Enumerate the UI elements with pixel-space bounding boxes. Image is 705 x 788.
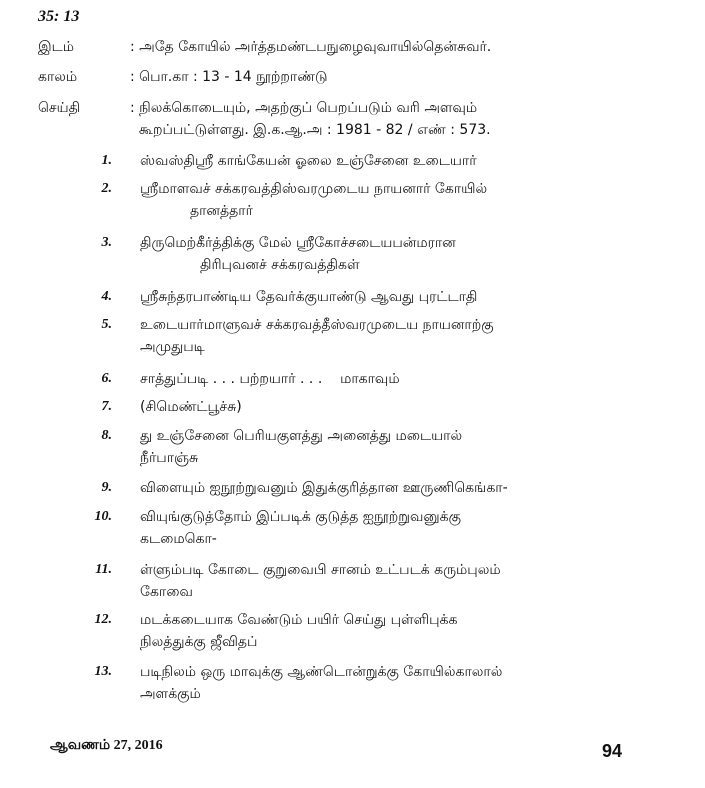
line-number: 4. bbox=[101, 289, 112, 304]
inscription-line bbox=[0, 150, 640, 172]
meta-period-label: காலம் bbox=[38, 69, 78, 85]
inscription-line bbox=[0, 506, 640, 550]
line-text-row: (சிமெண்ட்பூச்சு) bbox=[140, 399, 242, 415]
line-text-row: மடக்கடையாக வேண்டும் பயிர் செய்து புள்ளிபுக்க bbox=[140, 612, 458, 628]
line-text-row: ஸ்ரீமாளவச் சக்கரவத்திஸ்வரமுடைய நாயனார் கோயில் bbox=[140, 181, 488, 197]
line-text bbox=[140, 661, 640, 705]
line-text-row: அளக்கும் bbox=[140, 686, 201, 702]
line-number: 10. bbox=[94, 509, 112, 524]
line-number: 6. bbox=[101, 371, 112, 386]
inscription-line bbox=[0, 232, 640, 276]
line-number: 13. bbox=[94, 664, 112, 679]
line-number: 5. bbox=[101, 317, 112, 332]
line-text-row: சாத்துப்படி . . . பற்றயார் . . . மாகாவும் bbox=[140, 371, 400, 387]
line-text-row: ஸ்ரீசுந்தரபாண்டிய தேவர்க்குயாண்டு ஆவது புரட்டாதி bbox=[140, 289, 478, 305]
line-number: 11. bbox=[95, 562, 112, 577]
line-text-row: கடமைகொ- bbox=[140, 531, 217, 547]
inscription-line bbox=[0, 477, 640, 499]
meta-period-value bbox=[130, 66, 650, 88]
line-number: 8. bbox=[101, 428, 112, 443]
line-text bbox=[140, 609, 640, 653]
line-text bbox=[140, 286, 640, 308]
inscription-line bbox=[0, 396, 640, 418]
meta-news-label: செய்தி bbox=[38, 100, 81, 116]
line-text bbox=[140, 425, 640, 469]
line-text bbox=[140, 150, 640, 172]
line-number: 9. bbox=[101, 480, 112, 495]
line-text-row: ஸ்வஸ்திஸ்ரீ காங்கேயன் ஓலை உஞ்சேனை உடையார் bbox=[140, 153, 477, 169]
line-text bbox=[140, 178, 640, 222]
line-text-row: உடையார்மாளுவச் சக்கரவத்தீஸ்வரமுடைய நாயனாற்கு bbox=[140, 317, 494, 333]
meta-place-value-line: : அதே கோயில் அர்த்தமண்டபநுழைவுவாயில்தென்சுவர். bbox=[130, 39, 492, 55]
line-number: 12. bbox=[94, 612, 112, 627]
line-text bbox=[140, 396, 640, 418]
inscription-line bbox=[0, 314, 640, 358]
line-text-row: நிலத்துக்கு ஜீவிதப் bbox=[140, 634, 258, 650]
inscription-line bbox=[0, 559, 640, 603]
meta-place-value bbox=[130, 36, 650, 58]
line-text-row: கோவை bbox=[140, 584, 193, 600]
line-text-row: ள்ளும்படி கோடை குறுவைபி சானம் உட்படக் கரும்புலம் bbox=[140, 562, 501, 578]
meta-period-value-line: : பொ.கா : 13 - 14 நூற்றாண்டு bbox=[130, 69, 328, 85]
inscription-line bbox=[0, 661, 640, 705]
inscription-number: 35: 13 bbox=[38, 8, 80, 25]
inscription-line bbox=[0, 425, 640, 469]
line-text-row: படிநிலம் ஒரு மாவுக்கு ஆண்டொன்றுக்கு கோயில்காலால் bbox=[140, 664, 503, 680]
inscription-line bbox=[0, 368, 640, 390]
line-number: 2. bbox=[101, 181, 112, 196]
line-number: 1. bbox=[101, 153, 112, 168]
line-text bbox=[140, 506, 640, 550]
line-text bbox=[140, 368, 640, 390]
line-number: 7. bbox=[101, 399, 112, 414]
line-text bbox=[140, 559, 640, 603]
line-text-row: திருமெற்கீர்த்திக்கு மேல் ஸ்ரீகோச்சடையபன்மரான bbox=[140, 235, 456, 251]
line-text-row: வியுங்குடுத்தோம் இப்படிக் குடுத்த ஐநூற்றுவனுக்கு bbox=[140, 509, 461, 525]
inscription-line bbox=[0, 178, 640, 222]
line-text-row: விளையும் ஐநூற்றுவனும் இதுக்குரித்தான ஊருணிகெங்கா- bbox=[140, 480, 508, 496]
line-text-row: அமுதுபடி bbox=[140, 339, 205, 355]
line-text-row: நீர்பாஞ்சு bbox=[140, 450, 199, 466]
line-text-row: து உஞ்சேனை பெரியகுளத்து அனைத்து மடையால் bbox=[140, 428, 463, 444]
meta-place-label: இடம் bbox=[38, 39, 75, 55]
meta-news-value-line: கூறப்பட்டுள்ளது. இ.க.ஆ.அ : 1981 - 82 / எண் : 573. bbox=[130, 122, 491, 138]
meta-news-value bbox=[130, 97, 650, 141]
line-number: 3. bbox=[101, 235, 112, 250]
line-text-row: திரிபுவனச் சக்கரவத்திகள் bbox=[200, 257, 360, 273]
meta-news-value-line: : நிலக்கொடையும், அதற்குப் பெறப்படும் வரி அளவும் bbox=[130, 100, 478, 116]
meta-period bbox=[38, 66, 650, 88]
inscription-line bbox=[0, 609, 640, 653]
meta-place bbox=[38, 36, 650, 58]
meta-news bbox=[38, 97, 650, 141]
line-text bbox=[140, 477, 640, 499]
line-text bbox=[140, 314, 640, 358]
line-text bbox=[140, 232, 640, 276]
line-text-row: தானத்தார் bbox=[190, 203, 253, 219]
page-number: 94 bbox=[602, 741, 623, 761]
footer-date: ஆவணம் 27, 2016 bbox=[50, 738, 163, 753]
inscription-line bbox=[0, 286, 640, 308]
